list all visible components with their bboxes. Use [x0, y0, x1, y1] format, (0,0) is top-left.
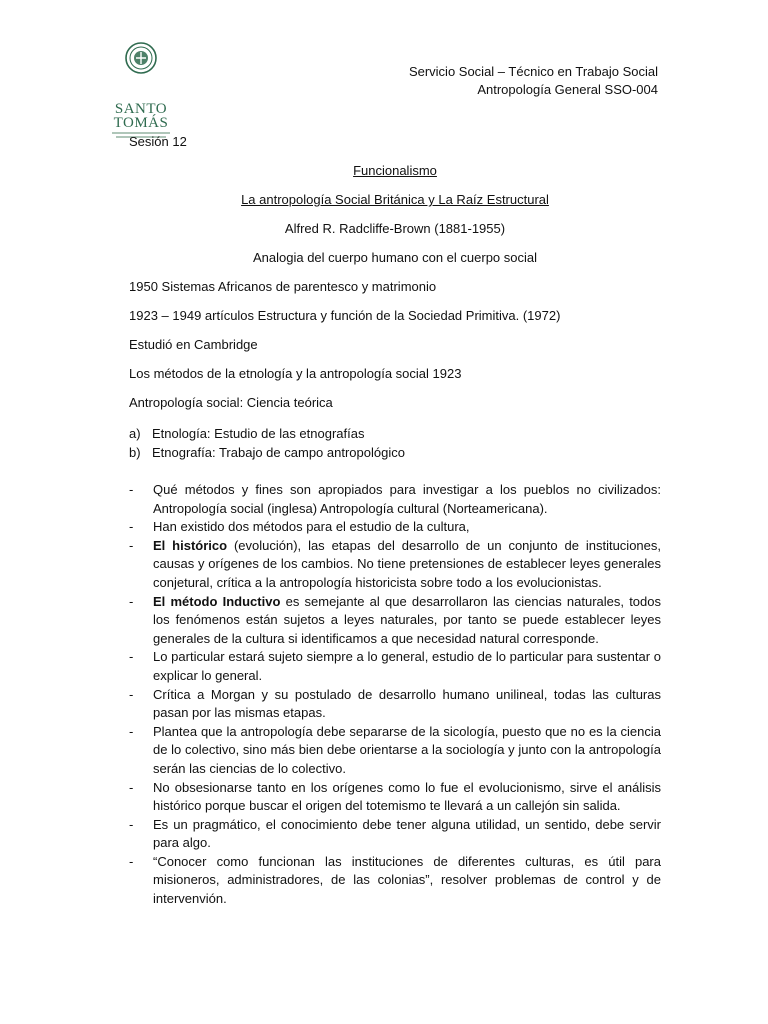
- bullet-text: (evolución), las etapas del desarrollo de un conjunto de instituciones, causas y orígenes de los cambios. No tiene pretensiones de establecer leyes generales conjetural, crítica a la antropología historicista sobre todo a los evolucionistas.: [153, 537, 661, 590]
- bullet-dash: -: [129, 686, 134, 702]
- bullet-bold-term: El histórico: [153, 537, 228, 553]
- logo-text-tomas: TOMÁS: [113, 115, 169, 131]
- list-marker: b): [129, 445, 141, 460]
- bullet-text: Qué métodos y fines son apropiados para investigar a los pueblos no civilizados: Antropología social (inglesa) Antropología cultural (Norteamericana).: [153, 482, 661, 516]
- fact-line: Estudió en Cambridge: [129, 337, 258, 352]
- bullet-dash: -: [129, 853, 134, 869]
- bullet-text: “Conocer como funcionan las instituciones de diferentes culturas, es útil para misioneros, administradores, de las colonias”, resolver problemas de control y de intervenvión.: [153, 853, 661, 907]
- definitions-list: [129, 424, 661, 462]
- list-item: [129, 853, 661, 909]
- analogy-line: Analogia del cuerpo humano con el cuerpo social: [252, 250, 538, 265]
- logo-text-santo: SANTO: [114, 101, 168, 117]
- seal-icon: [125, 42, 157, 74]
- bullet-dash: -: [129, 519, 134, 535]
- bullet-dash: -: [129, 816, 134, 832]
- bullet-text: No obsesionarse tanto en los orígenes como lo fue el evolucionismo, sirve el análisis histórico porque buscar el origen del totemismo te llevará a un callejón sin salida.: [153, 779, 661, 814]
- bullet-text: es semejante al que desarrollaron las ciencias naturales, todos los fenómenos están sujetos a leyes naturales, por tanto se puede establecer leyes generales de la cultura si identificamos a que necesidad natural corresponde.: [153, 593, 661, 646]
- course-header: [409, 63, 658, 99]
- bullet-text: Han existido dos métodos para el estudio de la cultura,: [153, 519, 470, 535]
- list-item-text: Etnología: Estudio de las etnografías: [152, 426, 365, 441]
- document-title: Funcionalismo: [353, 163, 437, 178]
- author-line: Alfred R. Radcliffe-Brown (1881-1955): [284, 221, 506, 236]
- fact-line: Los métodos de la etnología y la antropología social 1923: [129, 366, 462, 381]
- course-name: Antropología General SSO-004: [477, 82, 658, 97]
- bullet-text: Es un pragmático, el conocimiento debe tener alguna utilidad, un sentido, debe servir para algo.: [153, 816, 661, 851]
- bullet-dash: -: [129, 537, 134, 553]
- list-item: [129, 686, 661, 723]
- santo-tomas-logo: [106, 36, 176, 131]
- bullet-dash: -: [129, 593, 134, 609]
- list-item-text: Etnografía: Trabajo de campo antropológico: [152, 445, 405, 460]
- list-item: [129, 723, 661, 779]
- bullet-text: Plantea que la antropología debe separarse de la sicología, puesto que no es la ciencia de lo colectivo, sino más bien debe orientarse a la sociología y junto con la antropología serán las ciencias de lo colectivo.: [153, 723, 661, 776]
- bullet-list: [129, 481, 661, 909]
- list-item: [129, 424, 661, 443]
- list-item: [129, 779, 661, 816]
- program-name: Servicio Social – Técnico en Trabajo Social: [408, 64, 658, 79]
- list-item: [129, 518, 661, 537]
- list-marker: a): [129, 426, 141, 441]
- fact-line: 1923 – 1949 artículos Estructura y función de la Sociedad Primitiva. (1972): [129, 308, 561, 323]
- list-item: [129, 443, 661, 462]
- list-item: [129, 648, 661, 685]
- list-item: [129, 816, 661, 853]
- bullet-dash: -: [129, 779, 134, 795]
- bullet-dash: -: [129, 723, 134, 739]
- list-item: [129, 537, 661, 593]
- list-item: [129, 593, 661, 649]
- bullet-text: Lo particular estará sujeto siempre a lo general, estudio de lo particular para sustentar o explicar lo general.: [153, 649, 661, 683]
- document-subtitle: La antropología Social Británica y La Raíz Estructural: [241, 192, 549, 207]
- bullet-dash: -: [129, 482, 134, 497]
- bullet-dash: -: [129, 649, 134, 665]
- session-label: Sesión 12: [129, 134, 187, 149]
- bullet-bold-term: El método Inductivo: [153, 593, 281, 609]
- list-item: [129, 481, 661, 518]
- fact-line: 1950 Sistemas Africanos de parentesco y matrimonio: [129, 279, 437, 294]
- bullet-text: Crítica a Morgan y su postulado de desarrollo humano unilineal, todas las culturas pasan por las mismas etapas.: [153, 686, 661, 721]
- fact-line: Antropología social: Ciencia teórica: [129, 395, 333, 410]
